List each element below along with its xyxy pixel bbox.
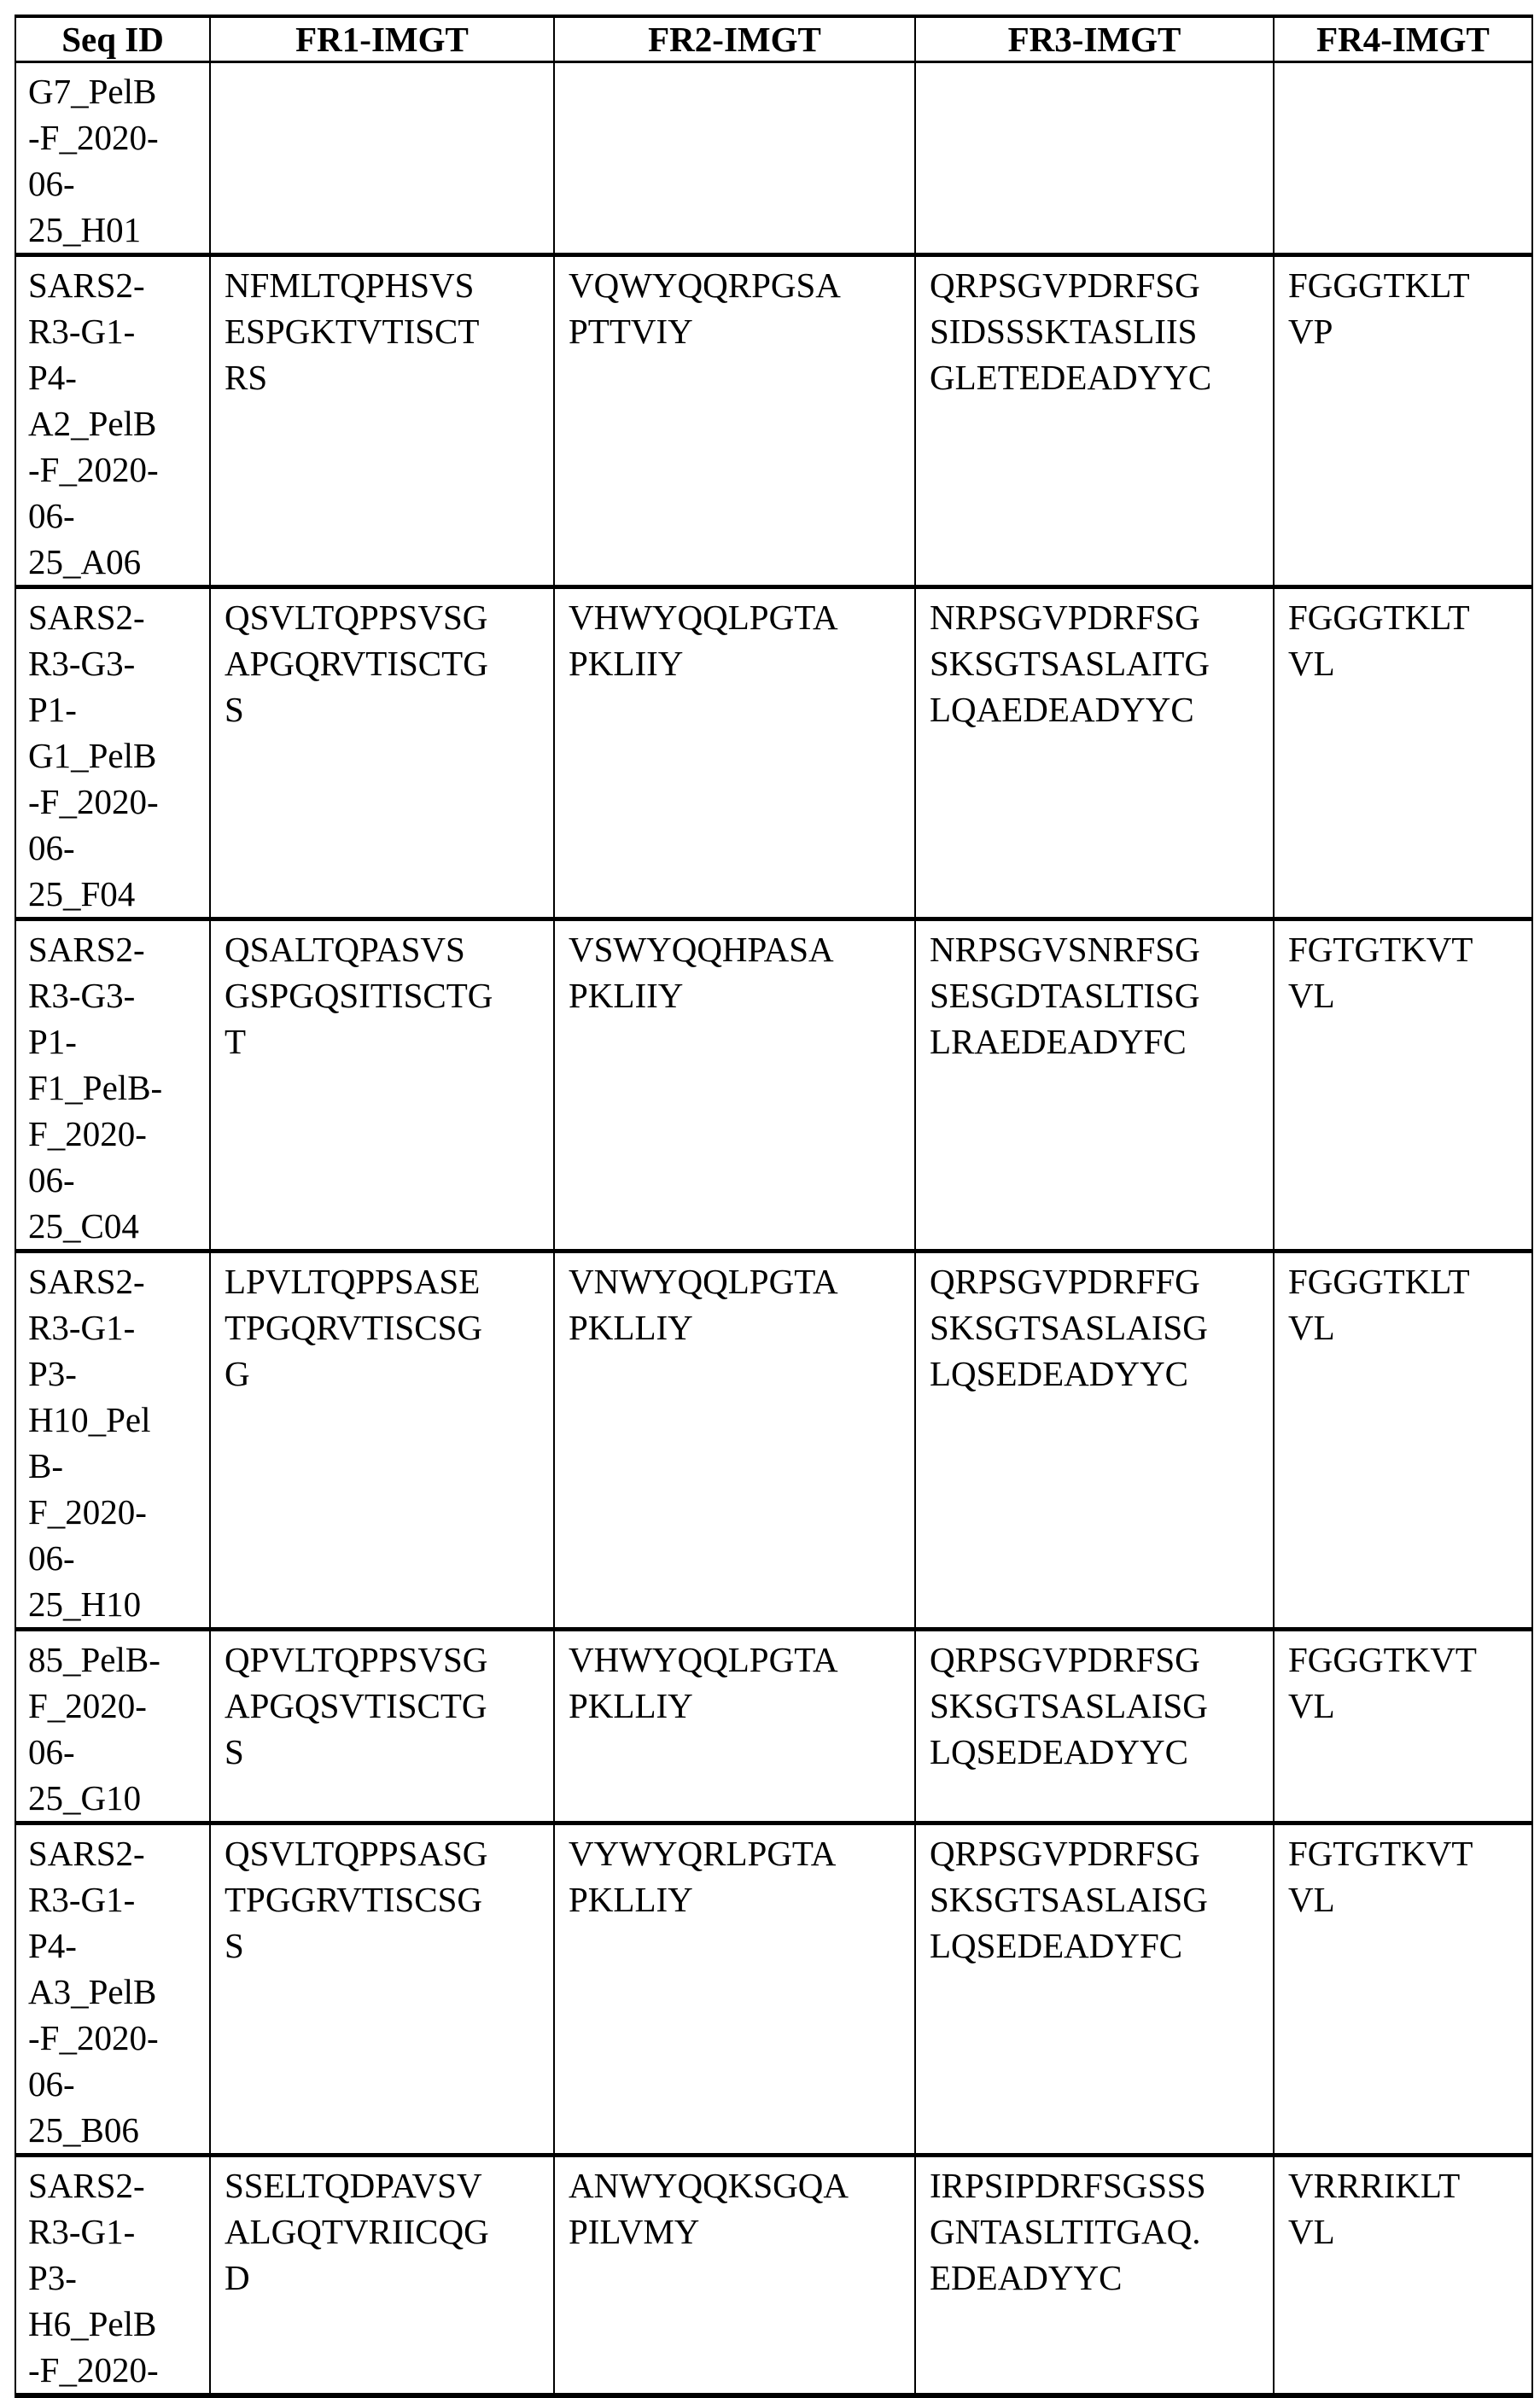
cell-text-line: VP bbox=[1288, 308, 1531, 354]
fr2-cell bbox=[554, 255, 915, 587]
cell-text-line: LQSEDEADYFC bbox=[930, 1922, 1273, 1969]
cell-text-line: P1- bbox=[28, 686, 209, 732]
cell-text-line: B- bbox=[28, 1443, 209, 1489]
fr1-cell bbox=[210, 1252, 554, 1630]
seq-id-cell bbox=[15, 919, 210, 1252]
fr2-cell bbox=[554, 2156, 915, 2396]
cell-text-line: QSVLTQPPSVSG bbox=[225, 594, 553, 640]
fr2-cell bbox=[554, 1823, 915, 2156]
cell-text-line: SARS2- bbox=[28, 1830, 209, 1876]
table-row bbox=[15, 1252, 1532, 1630]
header-fr4: FR4-IMGT bbox=[1274, 16, 1532, 62]
cell-text-line: 06- bbox=[28, 1729, 209, 1775]
cell-text-line: SARS2- bbox=[28, 1258, 209, 1304]
fr4-cell bbox=[1274, 2156, 1532, 2396]
cell-text-line: -F_2020- bbox=[28, 2347, 209, 2393]
fr1-cell bbox=[210, 255, 554, 587]
cell-text-line: S bbox=[225, 1729, 553, 1775]
cell-text-line: T bbox=[225, 1018, 553, 1065]
cell-text-line: NRPSGVSNRFSG bbox=[930, 926, 1273, 972]
fr1-cell bbox=[210, 587, 554, 919]
fr4-cell bbox=[1274, 587, 1532, 919]
table-row bbox=[15, 587, 1532, 919]
cell-text-line: FGGGTKLT bbox=[1288, 262, 1531, 308]
cell-text-line: PTTVIY bbox=[569, 308, 914, 354]
cell-text-line: S bbox=[225, 686, 553, 732]
cell-text-line: VNWYQQLPGTA bbox=[569, 1258, 914, 1304]
cell-text-line: 25_B06 bbox=[28, 2107, 209, 2153]
table-row bbox=[15, 919, 1532, 1252]
cell-text-line: QSALTQPASVS bbox=[225, 926, 553, 972]
cell-text-line: SESGDTASLTISG bbox=[930, 972, 1273, 1018]
cell-text-line: FGGGTKLT bbox=[1288, 594, 1531, 640]
cell-text-line: F_2020- bbox=[28, 1111, 209, 1157]
cell-text-line: G7_PelB bbox=[28, 68, 209, 114]
cell-text-line: -F_2020- bbox=[28, 114, 209, 160]
fr2-cell bbox=[554, 587, 915, 919]
fr2-cell bbox=[554, 919, 915, 1252]
cell-text-line: FGTGTKVT bbox=[1288, 1830, 1531, 1876]
cell-text-line: R3-G3- bbox=[28, 972, 209, 1018]
fr1-cell bbox=[210, 919, 554, 1252]
cell-text-line: LQSEDEADYYC bbox=[930, 1729, 1273, 1775]
fr3-cell bbox=[915, 62, 1274, 255]
cell-text-line: P3- bbox=[28, 2255, 209, 2301]
cell-text-line: VQWYQQRPGSA bbox=[569, 262, 914, 308]
fr3-cell bbox=[915, 919, 1274, 1252]
cell-text-line: -F_2020- bbox=[28, 2015, 209, 2061]
table-row bbox=[15, 1823, 1532, 2156]
header-seq-id: Seq ID bbox=[15, 16, 210, 62]
cell-text-line: A2_PelB bbox=[28, 400, 209, 446]
cell-text-line: F_2020- bbox=[28, 1489, 209, 1535]
cell-text-line: QRPSGVPDRFFG bbox=[930, 1258, 1273, 1304]
cell-text-line: P3- bbox=[28, 1351, 209, 1397]
cell-text-line: FGGGTKLT bbox=[1288, 1258, 1531, 1304]
seq-id-cell bbox=[15, 62, 210, 255]
table-row bbox=[15, 2156, 1532, 2396]
fr3-cell bbox=[915, 255, 1274, 587]
cell-text-line: 06- bbox=[28, 160, 209, 207]
cell-text-line: SKSGTSASLAISG bbox=[930, 1876, 1273, 1922]
cell-text-line: 25_C04 bbox=[28, 1203, 209, 1249]
cell-text-line: IRPSIPDRFSGSSS bbox=[930, 2162, 1273, 2208]
fr1-cell bbox=[210, 1630, 554, 1823]
cell-text-line: QPVLTQPPSVSG bbox=[225, 1637, 553, 1683]
fr4-cell bbox=[1274, 1630, 1532, 1823]
seq-id-cell bbox=[15, 1823, 210, 2156]
cell-text-line: SARS2- bbox=[28, 2162, 209, 2208]
header-fr1: FR1-IMGT bbox=[210, 16, 554, 62]
cell-text-line: VL bbox=[1288, 1683, 1531, 1729]
cell-text-line: S bbox=[225, 1922, 553, 1969]
seq-id-cell bbox=[15, 587, 210, 919]
cell-text-line: R3-G1- bbox=[28, 308, 209, 354]
fr1-cell bbox=[210, 2156, 554, 2396]
fr2-cell bbox=[554, 1630, 915, 1823]
fr4-cell bbox=[1274, 1252, 1532, 1630]
cell-text-line: 06- bbox=[28, 493, 209, 539]
fr3-cell bbox=[915, 2156, 1274, 2396]
cell-text-line: -F_2020- bbox=[28, 779, 209, 825]
cell-text-line: P4- bbox=[28, 354, 209, 400]
fr3-cell bbox=[915, 1823, 1274, 2156]
cell-text-line: VL bbox=[1288, 2208, 1531, 2255]
cell-text-line: P1- bbox=[28, 1018, 209, 1065]
cell-text-line: VHWYQQLPGTA bbox=[569, 594, 914, 640]
cell-text-line: RS bbox=[225, 354, 553, 400]
cell-text-line: SKSGTSASLAISG bbox=[930, 1683, 1273, 1729]
header-row bbox=[15, 16, 1532, 62]
seq-id-cell bbox=[15, 255, 210, 587]
cell-text-line: R3-G1- bbox=[28, 1876, 209, 1922]
fr1-cell bbox=[210, 62, 554, 255]
cell-text-line: PKLLIY bbox=[569, 1683, 914, 1729]
cell-text-line: LQSEDEADYYC bbox=[930, 1351, 1273, 1397]
cell-text-line: SARS2- bbox=[28, 926, 209, 972]
cell-text-line: QRPSGVPDRFSG bbox=[930, 262, 1273, 308]
cell-text-line: SARS2- bbox=[28, 594, 209, 640]
cell-text-line: NFMLTQPHSVS bbox=[225, 262, 553, 308]
seq-id-cell bbox=[15, 2156, 210, 2396]
cell-text-line: H6_PelB bbox=[28, 2301, 209, 2347]
table-row bbox=[15, 255, 1532, 587]
cell-text-line: PKLIIY bbox=[569, 972, 914, 1018]
cell-text-line: 25_G10 bbox=[28, 1775, 209, 1821]
fr4-cell bbox=[1274, 919, 1532, 1252]
cell-text-line: PKLLIY bbox=[569, 1304, 914, 1351]
cell-text-line: 06- bbox=[28, 825, 209, 871]
cell-text-line: QSVLTQPPSASG bbox=[225, 1830, 553, 1876]
seq-id-cell bbox=[15, 1630, 210, 1823]
fr4-cell bbox=[1274, 62, 1532, 255]
cell-text-line: GNTASLTITGAQ. bbox=[930, 2208, 1273, 2255]
cell-text-line: PILVMY bbox=[569, 2208, 914, 2255]
fr3-cell bbox=[915, 1252, 1274, 1630]
cell-text-line: ANWYQQKSGQA bbox=[569, 2162, 914, 2208]
cell-text-line: GLETEDEADYYC bbox=[930, 354, 1273, 400]
fr3-cell bbox=[915, 1630, 1274, 1823]
fr2-cell bbox=[554, 62, 915, 255]
cell-text-line: FGTGTKVT bbox=[1288, 926, 1531, 972]
cell-text-line: G1_PelB bbox=[28, 732, 209, 779]
cell-text-line: APGQRVTISCTG bbox=[225, 640, 553, 686]
cell-text-line: G bbox=[225, 1351, 553, 1397]
cell-text-line: 25_F04 bbox=[28, 871, 209, 917]
fr3-cell bbox=[915, 587, 1274, 919]
cell-text-line: P4- bbox=[28, 1922, 209, 1969]
cell-text-line: PKLLIY bbox=[569, 1876, 914, 1922]
fr4-cell bbox=[1274, 1823, 1532, 2156]
table-row bbox=[15, 62, 1532, 255]
framework-regions-table bbox=[15, 15, 1533, 2398]
cell-text-line: -F_2020- bbox=[28, 446, 209, 493]
cell-text-line: VL bbox=[1288, 1876, 1531, 1922]
cell-text-line: SSELTQDPAVSV bbox=[225, 2162, 553, 2208]
cell-text-line: LPVLTQPPSASE bbox=[225, 1258, 553, 1304]
fr4-cell bbox=[1274, 255, 1532, 587]
cell-text-line: R3-G1- bbox=[28, 2208, 209, 2255]
cell-text-line: VRRRIKLT bbox=[1288, 2162, 1531, 2208]
cell-text-line: VHWYQQLPGTA bbox=[569, 1637, 914, 1683]
cell-text-line: R3-G3- bbox=[28, 640, 209, 686]
cell-text-line: QRPSGVPDRFSG bbox=[930, 1637, 1273, 1683]
cell-text-line: SIDSSSKTASLIIS bbox=[930, 308, 1273, 354]
cell-text-line: 06- bbox=[28, 1157, 209, 1203]
cell-text-line: QRPSGVPDRFSG bbox=[930, 1830, 1273, 1876]
cell-text-line: VL bbox=[1288, 972, 1531, 1018]
cell-text-line: TPGGRVTISCSG bbox=[225, 1876, 553, 1922]
fr2-cell bbox=[554, 1252, 915, 1630]
cell-text-line: NRPSGVPDRFSG bbox=[930, 594, 1273, 640]
cell-text-line: VL bbox=[1288, 1304, 1531, 1351]
cell-text-line: H10_Pel bbox=[28, 1397, 209, 1443]
cell-text-line: F1_PelB- bbox=[28, 1065, 209, 1111]
seq-id-cell bbox=[15, 1252, 210, 1630]
cell-text-line: LQAEDEADYYC bbox=[930, 686, 1273, 732]
cell-text-line: VYWYQRLPGTA bbox=[569, 1830, 914, 1876]
cell-text-line: 25_A06 bbox=[28, 539, 209, 585]
cell-text-line: 25_H01 bbox=[28, 207, 209, 253]
cell-text-line: F_2020- bbox=[28, 1683, 209, 1729]
cell-text-line: SARS2- bbox=[28, 262, 209, 308]
cell-text-line: FGGGTKVT bbox=[1288, 1637, 1531, 1683]
cell-text-line: A3_PelB bbox=[28, 1969, 209, 2015]
cell-text-line: 85_PelB- bbox=[28, 1637, 209, 1683]
cell-text-line: APGQSVTISCTG bbox=[225, 1683, 553, 1729]
cell-text-line: TPGQRVTISCSG bbox=[225, 1304, 553, 1351]
cell-text-line: SKSGTSASLAITG bbox=[930, 640, 1273, 686]
cell-text-line: VSWYQQHPASA bbox=[569, 926, 914, 972]
cell-text-line: ESPGKTVTISCT bbox=[225, 308, 553, 354]
header-fr2: FR2-IMGT bbox=[554, 16, 915, 62]
cell-text-line: PKLIIY bbox=[569, 640, 914, 686]
cell-text-line: SKSGTSASLAISG bbox=[930, 1304, 1273, 1351]
cell-text-line: ALGQTVRIICQG bbox=[225, 2208, 553, 2255]
table-row bbox=[15, 1630, 1532, 1823]
cell-text-line: 06- bbox=[28, 2061, 209, 2107]
cell-text-line: GSPGQSITISCTG bbox=[225, 972, 553, 1018]
cell-text-line: LRAEDEADYFC bbox=[930, 1018, 1273, 1065]
cell-text-line: D bbox=[225, 2255, 553, 2301]
cell-text-line: EDEADYYC bbox=[930, 2255, 1273, 2301]
cell-text-line: R3-G1- bbox=[28, 1304, 209, 1351]
header-fr3: FR3-IMGT bbox=[915, 16, 1274, 62]
fr1-cell bbox=[210, 1823, 554, 2156]
cell-text-line: 06- bbox=[28, 1535, 209, 1581]
cell-text-line: VL bbox=[1288, 640, 1531, 686]
cell-text-line: 25_H10 bbox=[28, 1581, 209, 1627]
